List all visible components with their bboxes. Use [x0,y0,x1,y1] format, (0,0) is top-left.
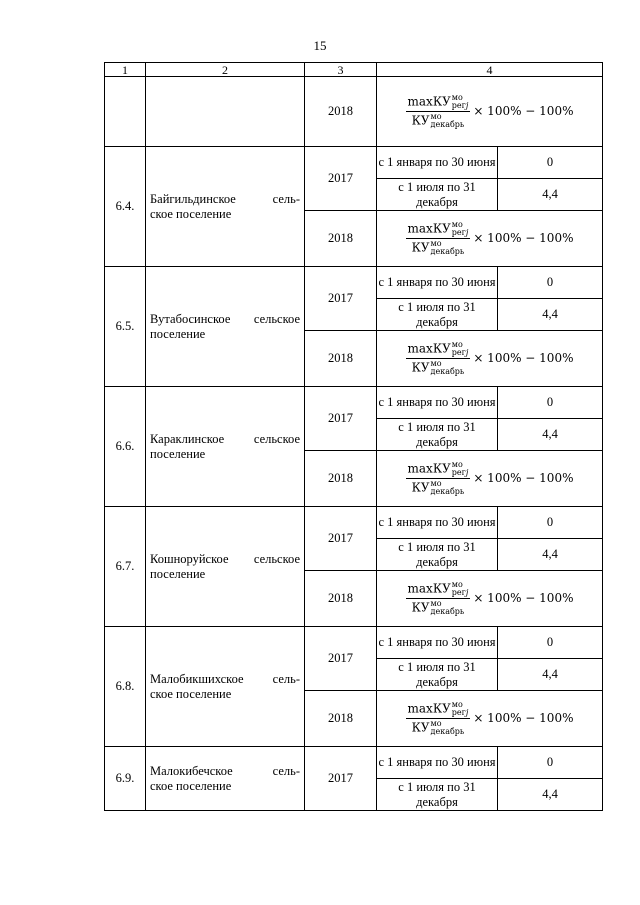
formula-fraction [406,581,471,616]
settlement-name-line: ское поселение [150,686,232,701]
row-number-cell [105,77,146,147]
numerator-sup: мо [451,340,463,349]
period-cell: с 1 июля по 31 декабря [377,299,498,331]
formula-tail: × 100% − 100% [473,104,574,118]
numerator-main: maxКУ [407,341,451,356]
denominator-main: КУ [411,240,430,255]
settlement-name-line: поселение [150,326,206,341]
denominator-main: КУ [411,600,430,615]
formula-cell [377,331,603,387]
year-cell: 2018 [305,211,377,267]
formula-cell [377,691,603,747]
formula-numerator [406,461,471,479]
value-cell: 0 [498,747,603,779]
value-cell: 0 [498,147,603,179]
growth-formula [377,94,602,129]
table-row [105,267,603,299]
row-number-cell: 6.6. [105,387,146,507]
row-number-cell: 6.4. [105,147,146,267]
settlement-name-line: Малокибечское сель- [150,763,300,778]
formula-fraction [406,221,471,256]
formula-denominator [410,719,467,736]
settlement-name-line: ское поселение [150,206,232,221]
formula-tail: × 100% − 100% [473,711,574,725]
row-number-cell: 6.9. [105,747,146,811]
formula-tail: × 100% − 100% [473,231,574,245]
value-cell: 0 [498,627,603,659]
period-cell: с 1 января по 30 июня [377,387,498,419]
formula-fraction [406,341,471,376]
denominator-sup: мо [430,239,442,248]
formula-tail: × 100% − 100% [473,471,574,485]
settlement-name-line: Вутабосинское сельское [150,311,300,326]
numerator-sub: рег [451,708,466,717]
value-cell: 4,4 [498,299,603,331]
year-cell: 2017 [305,267,377,331]
settlement-name-line: Караклинское сельское [150,431,300,446]
header-col-1: 1 [105,63,146,77]
settlement-name-cell [146,147,305,267]
value-cell: 0 [498,267,603,299]
period-cell: с 1 января по 30 июня [377,507,498,539]
table-row [105,627,603,659]
formula-tail: × 100% − 100% [473,591,574,605]
numerator-sup: мо [451,700,463,709]
year-cell: 2017 [305,747,377,811]
year-cell: 2018 [305,571,377,627]
numerator-main: maxКУ [407,461,451,476]
year-cell: 2017 [305,507,377,571]
formula-denominator [410,599,467,616]
settlement-name-line: ское поселение [150,778,232,793]
numerator-sub-index: j [465,468,469,477]
growth-formula [377,581,602,616]
header-col-3: 3 [305,63,377,77]
growth-formula [377,461,602,496]
denominator-sub: декабрь [430,727,465,736]
formula-cell [377,451,603,507]
period-cell: с 1 июля по 31 декабря [377,419,498,451]
numerator-main: maxКУ [407,94,451,109]
formula-numerator [406,94,471,112]
numerator-sub-index: j [465,348,469,357]
denominator-main: КУ [411,113,430,128]
table-row [105,147,603,179]
numerator-main: maxКУ [407,701,451,716]
period-cell: с 1 июля по 31 декабря [377,539,498,571]
table-row [105,747,603,779]
denominator-sup: мо [430,599,442,608]
settlement-name-cell [146,387,305,507]
growth-formula [377,341,602,376]
value-cell: 0 [498,507,603,539]
header-col-2: 2 [146,63,305,77]
period-cell: с 1 июля по 31 декабря [377,779,498,811]
value-cell: 4,4 [498,179,603,211]
formula-numerator [406,341,471,359]
row-number-cell: 6.7. [105,507,146,627]
denominator-sub: декабрь [430,607,465,616]
value-cell: 4,4 [498,779,603,811]
formula-fraction [406,461,471,496]
numerator-sub: рег [451,101,466,110]
denominator-sub: декабрь [430,367,465,376]
period-cell: с 1 июля по 31 декабря [377,179,498,211]
settlement-name-cell [146,747,305,811]
formula-numerator [406,221,471,239]
year-cell: 2018 [305,451,377,507]
row-number-cell: 6.8. [105,627,146,747]
denominator-sup: мо [430,719,442,728]
denominator-sub: декабрь [430,487,465,496]
growth-formula [377,221,602,256]
page-number: 15 [313,38,327,53]
numerator-sub-index: j [465,708,469,717]
denominator-sup: мо [430,112,442,121]
formula-denominator [410,239,467,256]
period-cell: с 1 января по 30 июня [377,747,498,779]
denominator-sub: декабрь [430,120,465,129]
formula-denominator [410,112,467,129]
formula-cell [377,571,603,627]
formula-denominator [410,359,467,376]
settlement-name-line: поселение [150,446,206,461]
table-row [105,77,603,147]
numerator-main: maxКУ [407,221,451,236]
period-cell: с 1 января по 30 июня [377,147,498,179]
year-cell: 2017 [305,147,377,211]
formula-cell [377,211,603,267]
numerator-sub-index: j [465,101,469,110]
value-cell: 4,4 [498,539,603,571]
denominator-sup: мо [430,479,442,488]
value-cell: 4,4 [498,659,603,691]
numerator-sup: мо [451,220,463,229]
year-cell: 2018 [305,691,377,747]
formula-tail: × 100% − 100% [473,351,574,365]
header-col-4: 4 [377,63,603,77]
numerator-sub: рег [451,348,466,357]
settlement-name-cell [146,77,305,147]
formula-fraction [406,94,471,129]
year-cell: 2018 [305,77,377,147]
year-cell: 2018 [305,331,377,387]
settlement-name-cell [146,267,305,387]
settlement-name-line: Байгильдинское сель- [150,191,300,206]
numerator-main: maxКУ [407,581,451,596]
numerator-sub: рег [451,468,466,477]
denominator-main: КУ [411,720,430,735]
table-row [105,387,603,419]
formula-denominator [410,479,467,496]
period-cell: с 1 июля по 31 декабря [377,659,498,691]
value-cell: 0 [498,387,603,419]
settlement-name-cell [146,627,305,747]
value-cell: 4,4 [498,419,603,451]
denominator-sup: мо [430,359,442,368]
settlement-name-cell [146,507,305,627]
growth-formula [377,701,602,736]
header-row [105,63,603,77]
numerator-sub-index: j [465,588,469,597]
settlement-name-line: Малобикшихское сель- [150,671,300,686]
numerator-sub-index: j [465,228,469,237]
denominator-sub: декабрь [430,247,465,256]
tariff-table [104,62,603,811]
settlement-name-line: Кошноруйское сельское [150,551,300,566]
formula-numerator [406,701,471,719]
numerator-sup: мо [451,460,463,469]
year-cell: 2017 [305,387,377,451]
period-cell: с 1 января по 30 июня [377,627,498,659]
year-cell: 2017 [305,627,377,691]
formula-cell [377,77,603,147]
numerator-sub: рег [451,228,466,237]
formula-fraction [406,701,471,736]
numerator-sup: мо [451,580,463,589]
denominator-main: КУ [411,360,430,375]
formula-numerator [406,581,471,599]
row-number-cell: 6.5. [105,267,146,387]
numerator-sup: мо [451,93,463,102]
settlement-name-line: поселение [150,566,206,581]
period-cell: с 1 января по 30 июня [377,267,498,299]
denominator-main: КУ [411,480,430,495]
numerator-sub: рег [451,588,466,597]
table-row [105,507,603,539]
